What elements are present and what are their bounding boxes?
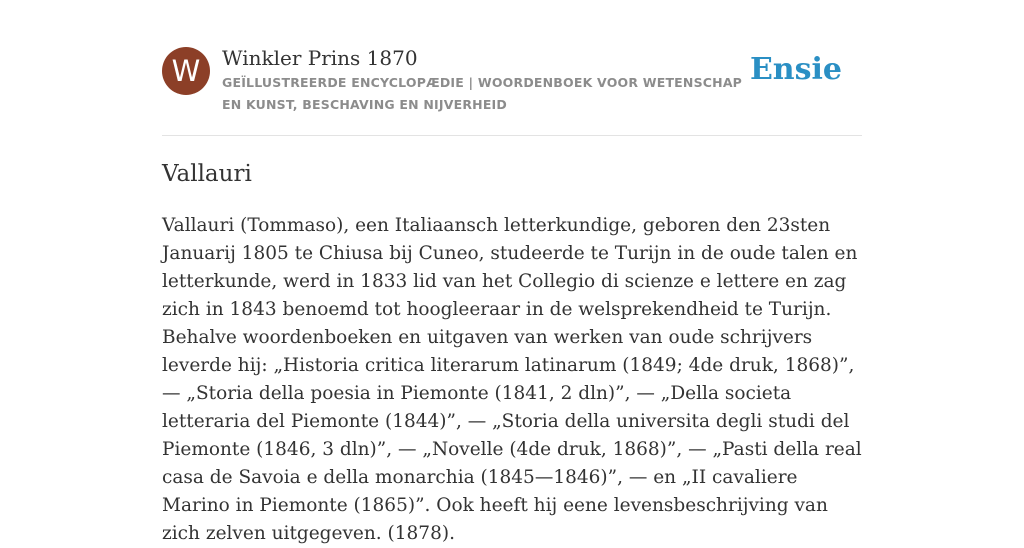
source-title[interactable]: Winkler Prins 1870 — [222, 46, 418, 70]
source-subtitle: GEÏLLUSTREERDE ENCYCLOPÆDIE | WOORDENBOEK VOOR WETENSCHAP EN KUNST, BESCHAVING EN NIJVERHEID — [222, 75, 743, 112]
page-container — [162, 0, 862, 544]
source-header — [162, 0, 862, 136]
ensie-logo[interactable]: Ensie — [749, 52, 842, 87]
article-body: Vallauri (Tommaso), een Italiaansch letterkundige, geboren den 23sten Januarij 1805 te Chiusa bij Cuneo, studeerde te Turijn in de oude talen en letterkunde, werd in 1833 lid van het Collegio di scienze e lettere en zag zich in 1843 benoemd tot hoogleeraar in de welsprekendheid te Turijn. Behalve woordenboeken en uitgaven van werken van oude schrijvers leverde hij: „Historia critica literarum latinarum (1849; 4de druk, 1868)”, — „Storia della poesia in Piemonte (1841, 2 dln)”, — „Della societa letteraria del Piemonte (1844)”, — „Storia della universita degli studi del Piemonte (1846, 3 dln)”, — „Novelle (4de druk, 1868)”, — „Pasti della real casa de Savoia e della monarchia (1845—1846)”, — en „II cavaliere Marino in Piemonte (1865)”. Ook heeft hij eene levensbeschrijving van zich zelven uitgegeven. (1878). — [162, 215, 862, 544]
article-title: Vallauri — [162, 161, 252, 187]
source-avatar[interactable]: W — [162, 47, 210, 95]
